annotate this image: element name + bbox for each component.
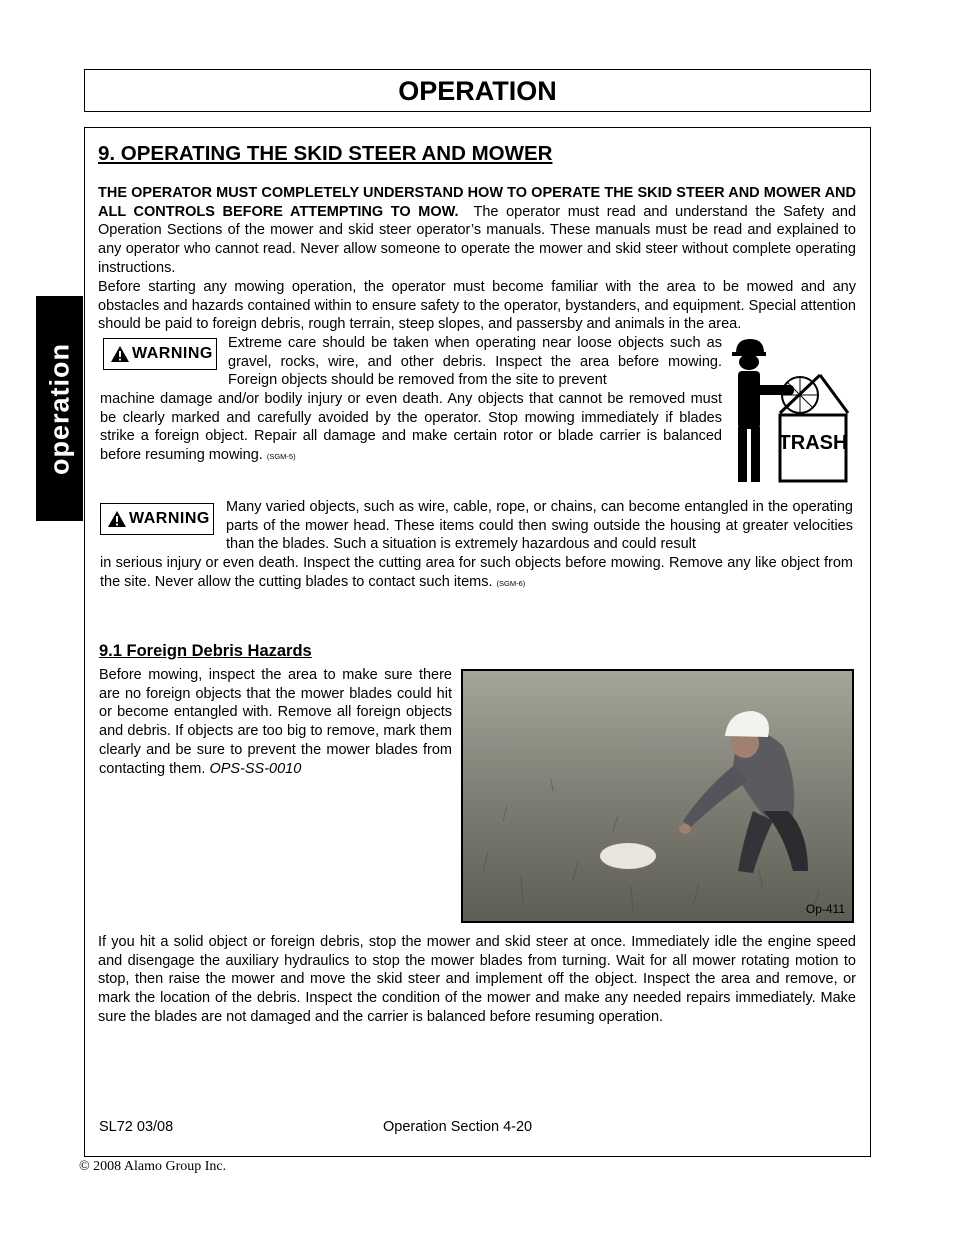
warning-label-text: WARNING (129, 510, 210, 527)
debris-paragraph (99, 666, 452, 778)
warning2-text-rest: in serious injury or even death. Inspect the cutting area for such objects before mowing. Remove any like object from the site. Never allow the cutting blades to contact such items. (100, 555, 853, 590)
footer-section: Operation Section 4-20 (383, 1119, 533, 1135)
worker-inspecting-photo (463, 671, 852, 921)
section-title: 9. OPERATING THE SKID STEER AND MOWER (98, 142, 553, 165)
side-tab-label: operation (44, 342, 74, 475)
side-tab (36, 296, 83, 521)
photo-label: Op-411 (805, 902, 845, 916)
subsection-title: 9.1 Foreign Debris Hazards (99, 642, 312, 660)
debris-code: OPS-SS-0010 (209, 760, 302, 777)
copyright: © 2008 Alamo Group Inc. (79, 1159, 227, 1174)
warning-triangle-icon (110, 345, 130, 363)
hit-object-paragraph: If you hit a solid object or foreign debris, stop the mower and skid steer at once. Immediately idle the engine speed and disengage the auxiliary hydraulics to stop the mower blades from turning. Wait for all mower rotating motion to stop, then raise the mower and move the skid steer and implement off the object. Inspect the area and remove, or mark the location of the debris. Inspect the condition of the mower and make any needed repairs immediately. Make sure the blades are not damaged and the carrier is balanced before resuming operation. (98, 934, 856, 1025)
before-mowing-paragraph: Before starting any mowing operation, the operator must become familiar with the area to be mowed and any obstacles and hazards contained within to ensure safety to the operator, bystanders, and equipment. Special attention should be paid to foreign debris, rough terrain, steep slopes, and passersby and animals in the area. (98, 279, 856, 333)
warning-label-text: WARNING (132, 345, 213, 362)
intro-bold-text: THE OPERATOR MUST COMPLETELY UNDERSTAND HOW TO OPERATE THE SKID STEER AND MOWER AND ALL CONTROLS BEFORE ATTEMPTING TO MOW. (98, 185, 856, 220)
warning2-text: Many varied objects, such as wire, cable, rope, or chains, can become entangled in the operating parts of the mower head. These items could then swing outside the housing at greater velocities than the blades. Such a situation is extremely hazardous and could result (226, 499, 853, 553)
debris-photo (461, 669, 854, 923)
warning-triangle-icon (107, 510, 127, 528)
page-header (84, 69, 871, 112)
trash-label: TRASH (778, 432, 848, 454)
warning1-text-continued (100, 390, 722, 467)
warning1-ref: (SGM-5) (266, 452, 296, 462)
footer-model: SL72 03/08 (99, 1119, 174, 1135)
warning1-text: Extreme care should be taken when operating near loose objects such as gravel, rocks, wire, and other debris. Inspect the area before mowing. Foreign objects should be removed from the site to prevent (228, 335, 722, 389)
warning1-text-rest: machine damage and/or bodily injury or even death. Any objects that cannot be removed must be clearly marked and carefully avoided by the operator. Stop mowing immediately if blades strike a foreign object. Repair all damage and make certain rotor or blade carrier is balanced before resuming mowing. (100, 391, 722, 464)
warning-label-1 (103, 338, 217, 370)
warning-label-2 (100, 503, 214, 535)
page-title: OPERATION (398, 76, 557, 106)
debris-text: Before mowing, inspect the area to make sure there are no foreign objects that the mower blades could hit or become entangled with. Remove all foreign objects and debris. If objects are too big to remove, mark them clearly and be sure to prevent the mower blades from contacting them. (99, 667, 452, 777)
intro-text: The operator must read and understand the Safety and Operation Sections of the mower and skid steer operator’s manuals. These manuals must be read and explained to any operator who cannot read. Never allow someone to operate the mower and skid steer without complete operating instructions. (98, 203, 857, 276)
trash-operator-icon (728, 335, 850, 485)
warning2-ref: (SGM-6) (496, 578, 526, 588)
warning2-text-continued (100, 554, 853, 593)
intro-paragraph (98, 184, 856, 278)
